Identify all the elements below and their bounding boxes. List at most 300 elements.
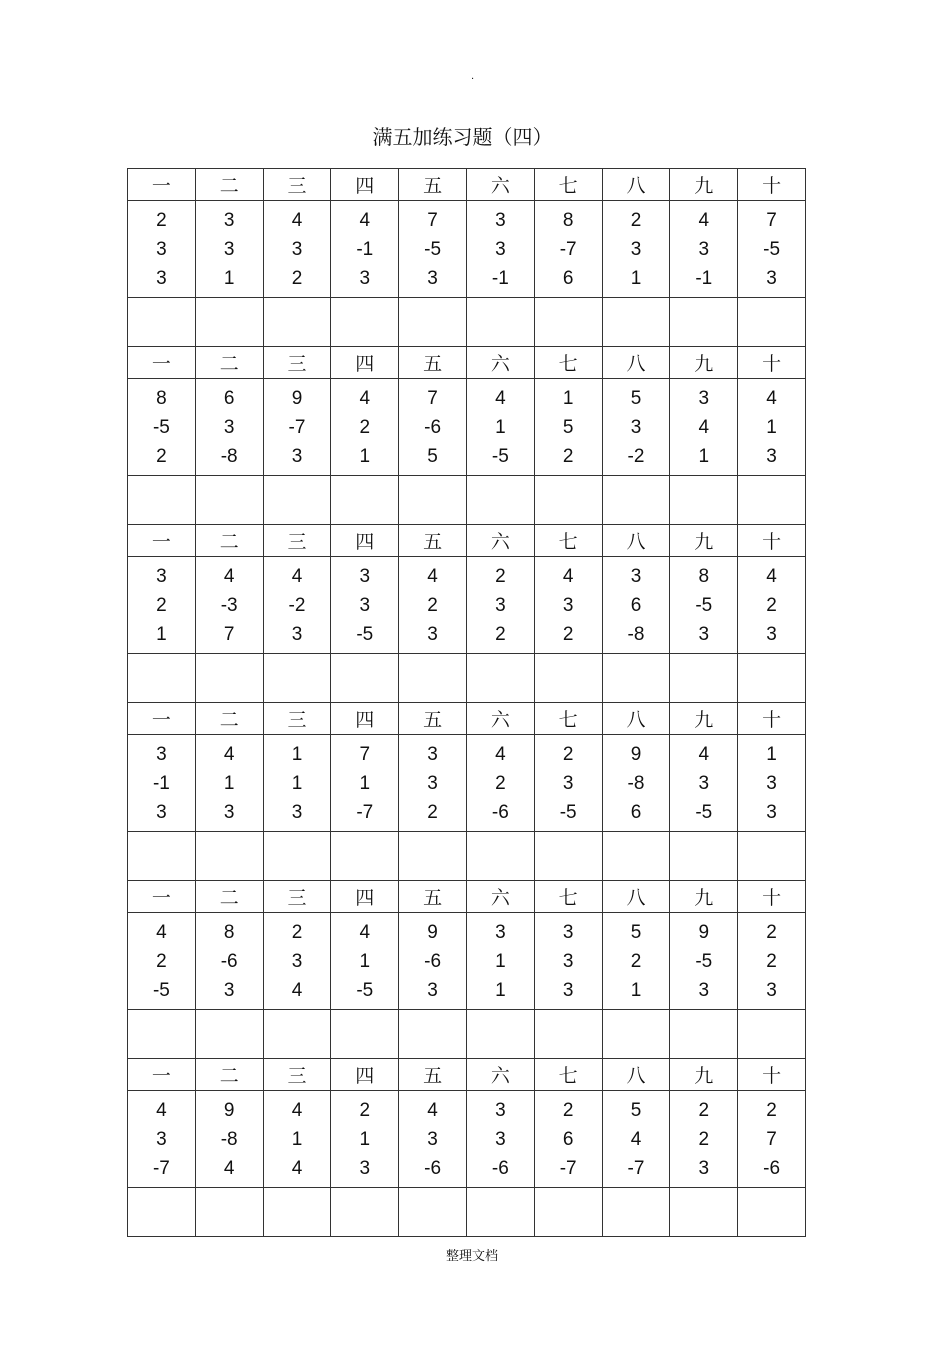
problem-number: 3 <box>291 446 303 467</box>
answer-cell[interactable] <box>466 298 534 347</box>
problem-number: 9 <box>630 744 642 765</box>
problem-number: 8 <box>156 388 167 409</box>
problem-number: 9 <box>698 922 710 943</box>
problem-cell <box>128 557 196 654</box>
problem-number: 7 <box>223 624 235 645</box>
problem-number: 7 <box>427 210 438 231</box>
answer-cell[interactable] <box>195 654 263 703</box>
problem-number: 4 <box>427 1100 438 1121</box>
column-header: 七 <box>534 1059 602 1091</box>
problem-cell <box>263 557 331 654</box>
column-header: 七 <box>534 881 602 913</box>
column-header: 二 <box>195 881 263 913</box>
column-header: 八 <box>602 703 670 735</box>
problem-number: 4 <box>156 1100 167 1121</box>
problem-number: -7 <box>627 1158 645 1179</box>
problem-number: -8 <box>627 624 645 645</box>
problem-number: 3 <box>766 980 777 1001</box>
answer-cell[interactable] <box>738 298 806 347</box>
answer-cell[interactable] <box>128 1010 196 1059</box>
column-header: 三 <box>263 525 331 557</box>
problem-number: 4 <box>698 417 710 438</box>
problem-number: 3 <box>156 744 167 765</box>
problem-number: -6 <box>220 951 238 972</box>
problem-number: 1 <box>698 446 710 467</box>
problem-number: 2 <box>698 1129 710 1150</box>
problem-number: -3 <box>220 595 238 616</box>
problem-number: 3 <box>156 802 167 823</box>
answer-cell[interactable] <box>670 476 738 525</box>
header-row <box>128 1059 806 1091</box>
column-header: 十 <box>738 169 806 201</box>
answer-row <box>128 1010 806 1059</box>
problem-cell <box>263 1091 331 1188</box>
column-header: 五 <box>399 169 467 201</box>
problem-number: 2 <box>359 1100 371 1121</box>
answer-cell[interactable] <box>738 1010 806 1059</box>
answer-cell[interactable] <box>263 1010 331 1059</box>
problem-number: 2 <box>156 210 167 231</box>
problem-cell <box>263 735 331 832</box>
problem-number: 3 <box>291 802 303 823</box>
problem-number: 1 <box>223 268 235 289</box>
problem-number: 8 <box>698 566 710 587</box>
problem-number: 2 <box>766 595 777 616</box>
problem-cell <box>534 735 602 832</box>
problem-cell <box>263 379 331 476</box>
answer-cell[interactable] <box>331 476 399 525</box>
exercise-table <box>127 168 806 1237</box>
problem-cell <box>195 201 263 298</box>
problem-number: 3 <box>698 773 710 794</box>
problem-number: -7 <box>356 802 374 823</box>
answer-cell[interactable] <box>670 832 738 881</box>
problem-number: 3 <box>698 624 710 645</box>
answer-cell[interactable] <box>670 654 738 703</box>
problem-number: 1 <box>495 951 506 972</box>
problem-number: -2 <box>627 446 645 467</box>
problem-number: 3 <box>698 388 710 409</box>
problem-number: 5 <box>562 417 574 438</box>
problem-number: 4 <box>223 566 235 587</box>
problem-number: 3 <box>698 239 710 260</box>
problem-number: 3 <box>562 595 574 616</box>
problem-number: 3 <box>495 1129 506 1150</box>
problem-cell <box>534 201 602 298</box>
column-header: 五 <box>399 703 467 735</box>
problem-number: 3 <box>766 624 777 645</box>
answer-cell[interactable] <box>128 476 196 525</box>
answer-cell[interactable] <box>602 832 670 881</box>
column-header: 一 <box>128 347 196 379</box>
problem-number: 4 <box>698 210 710 231</box>
problem-cell <box>399 913 467 1010</box>
column-header: 二 <box>195 703 263 735</box>
problem-number: 1 <box>359 446 371 467</box>
problem-number: 2 <box>766 922 777 943</box>
column-header: 五 <box>399 525 467 557</box>
problem-cell <box>466 201 534 298</box>
problem-number: 4 <box>291 1158 303 1179</box>
problem-number: 2 <box>630 951 642 972</box>
column-header: 十 <box>738 703 806 735</box>
answer-cell[interactable] <box>602 1188 670 1237</box>
answer-cell[interactable] <box>670 1188 738 1237</box>
answer-cell[interactable] <box>534 654 602 703</box>
problem-cell <box>738 557 806 654</box>
problem-number: 3 <box>766 268 777 289</box>
problem-number: 1 <box>630 268 642 289</box>
problem-cell <box>670 557 738 654</box>
answer-cell[interactable] <box>263 476 331 525</box>
answer-cell[interactable] <box>399 1010 467 1059</box>
answer-cell[interactable] <box>399 832 467 881</box>
problem-number: 6 <box>562 268 574 289</box>
answer-cell[interactable] <box>331 832 399 881</box>
answer-cell[interactable] <box>534 1188 602 1237</box>
problem-cell <box>602 735 670 832</box>
problem-cell <box>195 557 263 654</box>
column-header: 七 <box>534 347 602 379</box>
problem-number: 2 <box>562 624 574 645</box>
problem-cell <box>399 201 467 298</box>
column-header: 七 <box>534 703 602 735</box>
answer-cell[interactable] <box>534 1010 602 1059</box>
problem-number: 3 <box>766 802 777 823</box>
column-header: 三 <box>263 347 331 379</box>
problem-number: 3 <box>427 980 438 1001</box>
problem-number: 4 <box>291 1100 303 1121</box>
problem-number: 1 <box>291 1129 303 1150</box>
problem-number: -6 <box>424 1158 442 1179</box>
problem-number: 3 <box>291 951 303 972</box>
answer-cell[interactable] <box>263 832 331 881</box>
answer-cell[interactable] <box>331 654 399 703</box>
problem-number: 3 <box>630 239 642 260</box>
answer-row <box>128 1188 806 1237</box>
problem-number: 3 <box>359 268 371 289</box>
problem-cell <box>602 557 670 654</box>
problem-cell <box>738 735 806 832</box>
problem-number: -8 <box>627 773 645 794</box>
problem-number: 7 <box>359 744 371 765</box>
problem-number: -5 <box>152 980 170 1001</box>
problem-number: 1 <box>562 388 574 409</box>
problem-row <box>128 557 806 654</box>
column-header: 一 <box>128 881 196 913</box>
problem-number: 2 <box>291 268 303 289</box>
header-row <box>128 881 806 913</box>
answer-cell[interactable] <box>263 654 331 703</box>
problem-cell <box>128 735 196 832</box>
problem-number: -6 <box>424 951 442 972</box>
problem-number: 4 <box>766 566 777 587</box>
problem-row <box>128 735 806 832</box>
problem-number: 3 <box>495 595 506 616</box>
answer-cell[interactable] <box>128 1188 196 1237</box>
problem-number: 7 <box>766 210 777 231</box>
column-header: 二 <box>195 169 263 201</box>
answer-cell[interactable] <box>128 654 196 703</box>
problem-number: 4 <box>495 744 506 765</box>
column-header: 四 <box>331 347 399 379</box>
answer-cell[interactable] <box>602 476 670 525</box>
problem-number: 3 <box>427 773 438 794</box>
problem-number: 4 <box>291 566 303 587</box>
problem-number: -7 <box>288 417 306 438</box>
problem-cell <box>534 1091 602 1188</box>
problem-number: -7 <box>152 1158 170 1179</box>
problem-number: 7 <box>427 388 438 409</box>
problem-number: 2 <box>427 595 438 616</box>
answer-cell[interactable] <box>128 298 196 347</box>
problem-number: 3 <box>223 980 235 1001</box>
answer-cell[interactable] <box>331 1010 399 1059</box>
problem-number: 4 <box>156 922 167 943</box>
problem-number: 3 <box>156 1129 167 1150</box>
column-header: 七 <box>534 169 602 201</box>
problem-number: 4 <box>359 388 371 409</box>
answer-cell[interactable] <box>602 298 670 347</box>
problem-number: 1 <box>291 744 303 765</box>
problem-number: 3 <box>766 773 777 794</box>
problem-number: 2 <box>495 566 506 587</box>
problem-number: 2 <box>359 417 371 438</box>
column-header: 十 <box>738 881 806 913</box>
problem-cell <box>602 379 670 476</box>
problem-number: -5 <box>695 802 713 823</box>
problem-cell <box>466 1091 534 1188</box>
problem-number: 3 <box>562 951 574 972</box>
problem-number: 5 <box>630 1100 642 1121</box>
page-dot: . <box>471 71 475 82</box>
problem-number: 4 <box>223 1158 235 1179</box>
page-title: 满五加练习题（四） <box>372 125 553 149</box>
problem-number: 3 <box>427 1129 438 1150</box>
column-header: 八 <box>602 1059 670 1091</box>
problem-number: 2 <box>156 595 167 616</box>
problem-number: -7 <box>559 1158 577 1179</box>
answer-cell[interactable] <box>331 1188 399 1237</box>
problem-number: 4 <box>427 566 438 587</box>
problem-number: -7 <box>559 239 577 260</box>
problem-number: 3 <box>291 239 303 260</box>
problem-cell <box>399 379 467 476</box>
answer-cell[interactable] <box>195 1188 263 1237</box>
answer-cell[interactable] <box>738 832 806 881</box>
answer-cell[interactable] <box>738 654 806 703</box>
column-header: 六 <box>466 169 534 201</box>
column-header: 一 <box>128 1059 196 1091</box>
answer-cell[interactable] <box>466 1188 534 1237</box>
problem-cell <box>670 913 738 1010</box>
problem-number: 1 <box>630 980 642 1001</box>
problem-number: 1 <box>766 744 777 765</box>
problem-cell <box>128 379 196 476</box>
problem-number: 1 <box>223 773 235 794</box>
answer-cell[interactable] <box>466 1010 534 1059</box>
problem-number: 8 <box>562 210 574 231</box>
problem-number: -6 <box>491 802 509 823</box>
problem-number: 4 <box>291 980 303 1001</box>
problem-number: 3 <box>495 1100 506 1121</box>
problem-cell <box>466 557 534 654</box>
problem-number: 4 <box>698 744 710 765</box>
problem-number: 4 <box>495 388 506 409</box>
problem-number: 4 <box>766 388 777 409</box>
column-header: 九 <box>670 703 738 735</box>
problem-number: -5 <box>491 446 509 467</box>
problem-number: 1 <box>291 773 303 794</box>
problem-number: 6 <box>630 802 642 823</box>
problem-number: 3 <box>427 744 438 765</box>
problem-cell <box>331 557 399 654</box>
column-header: 八 <box>602 881 670 913</box>
problem-number: -1 <box>491 268 509 289</box>
answer-cell[interactable] <box>602 1010 670 1059</box>
problem-number: -1 <box>695 268 713 289</box>
problem-number: -8 <box>220 1129 238 1150</box>
problem-number: 3 <box>562 773 574 794</box>
answer-cell[interactable] <box>738 476 806 525</box>
column-header: 四 <box>331 525 399 557</box>
problem-number: -5 <box>152 417 170 438</box>
answer-cell[interactable] <box>399 1188 467 1237</box>
answer-cell[interactable] <box>399 476 467 525</box>
answer-cell[interactable] <box>399 654 467 703</box>
answer-cell[interactable] <box>466 654 534 703</box>
problem-number: 1 <box>359 951 371 972</box>
problem-number: 4 <box>359 922 371 943</box>
answer-cell[interactable] <box>602 654 670 703</box>
problem-number: 2 <box>562 446 574 467</box>
problem-number: 2 <box>427 802 438 823</box>
column-header: 八 <box>602 347 670 379</box>
column-header: 二 <box>195 1059 263 1091</box>
column-header: 二 <box>195 347 263 379</box>
column-header: 九 <box>670 347 738 379</box>
problem-number: 7 <box>766 1129 777 1150</box>
problem-cell <box>128 1091 196 1188</box>
problem-number: 2 <box>630 210 642 231</box>
answer-cell[interactable] <box>466 832 534 881</box>
problem-cell <box>399 557 467 654</box>
problem-number: 3 <box>359 595 371 616</box>
column-header: 六 <box>466 703 534 735</box>
column-header: 八 <box>602 525 670 557</box>
problem-number: 3 <box>698 1158 710 1179</box>
problem-number: 3 <box>359 1158 371 1179</box>
problem-number: 1 <box>495 417 506 438</box>
problem-cell <box>534 379 602 476</box>
problem-number: 1 <box>156 624 167 645</box>
problem-number: 9 <box>223 1100 235 1121</box>
answer-cell[interactable] <box>399 298 467 347</box>
column-header: 十 <box>738 347 806 379</box>
answer-cell[interactable] <box>534 298 602 347</box>
problem-cell <box>466 735 534 832</box>
answer-cell[interactable] <box>263 298 331 347</box>
problem-cell <box>195 379 263 476</box>
problem-cell <box>670 735 738 832</box>
problem-number: 3 <box>630 417 642 438</box>
problem-cell <box>602 1091 670 1188</box>
problem-number: 3 <box>495 239 506 260</box>
problem-cell <box>602 913 670 1010</box>
column-header: 九 <box>670 525 738 557</box>
problem-cell <box>331 201 399 298</box>
answer-cell[interactable] <box>670 1010 738 1059</box>
problem-number: 5 <box>630 388 642 409</box>
answer-cell[interactable] <box>331 298 399 347</box>
answer-row <box>128 832 806 881</box>
answer-cell[interactable] <box>195 832 263 881</box>
answer-cell[interactable] <box>466 476 534 525</box>
column-header: 三 <box>263 881 331 913</box>
problem-number: 3 <box>156 566 167 587</box>
problem-number: -5 <box>356 624 374 645</box>
column-header: 六 <box>466 881 534 913</box>
problem-number: 3 <box>766 446 777 467</box>
problem-number: 1 <box>359 1129 371 1150</box>
answer-cell[interactable] <box>534 476 602 525</box>
problem-number: 3 <box>698 980 710 1001</box>
answer-row <box>128 298 806 347</box>
problem-number: 9 <box>427 922 438 943</box>
problem-cell <box>670 201 738 298</box>
answer-cell[interactable] <box>195 1010 263 1059</box>
problem-cell <box>534 913 602 1010</box>
problem-number: -5 <box>695 951 713 972</box>
answer-cell[interactable] <box>534 832 602 881</box>
answer-cell[interactable] <box>263 1188 331 1237</box>
problem-number: -6 <box>491 1158 509 1179</box>
problem-number: 3 <box>562 922 574 943</box>
column-header: 七 <box>534 525 602 557</box>
problem-number: -5 <box>356 980 374 1001</box>
problem-cell <box>331 1091 399 1188</box>
answer-cell[interactable] <box>738 1188 806 1237</box>
answer-cell[interactable] <box>195 298 263 347</box>
problem-number: 2 <box>562 744 574 765</box>
problem-number: 5 <box>630 922 642 943</box>
problem-number: -5 <box>695 595 713 616</box>
problem-number: 3 <box>223 210 235 231</box>
problem-cell <box>466 913 534 1010</box>
problem-cell <box>399 735 467 832</box>
problem-cell <box>195 735 263 832</box>
problem-cell <box>738 913 806 1010</box>
problem-number: 2 <box>495 773 506 794</box>
column-header: 五 <box>399 881 467 913</box>
problem-number: 2 <box>766 1100 777 1121</box>
column-header: 九 <box>670 169 738 201</box>
header-row <box>128 169 806 201</box>
problem-cell <box>128 201 196 298</box>
problem-number: 9 <box>291 388 303 409</box>
problem-number: 2 <box>495 624 506 645</box>
answer-cell[interactable] <box>670 298 738 347</box>
problem-number: -1 <box>356 239 374 260</box>
answer-cell[interactable] <box>195 476 263 525</box>
problem-cell <box>670 1091 738 1188</box>
problem-row <box>128 201 806 298</box>
answer-cell[interactable] <box>128 832 196 881</box>
column-header: 一 <box>128 169 196 201</box>
column-header: 九 <box>670 881 738 913</box>
column-header: 四 <box>331 169 399 201</box>
problem-cell <box>738 1091 806 1188</box>
